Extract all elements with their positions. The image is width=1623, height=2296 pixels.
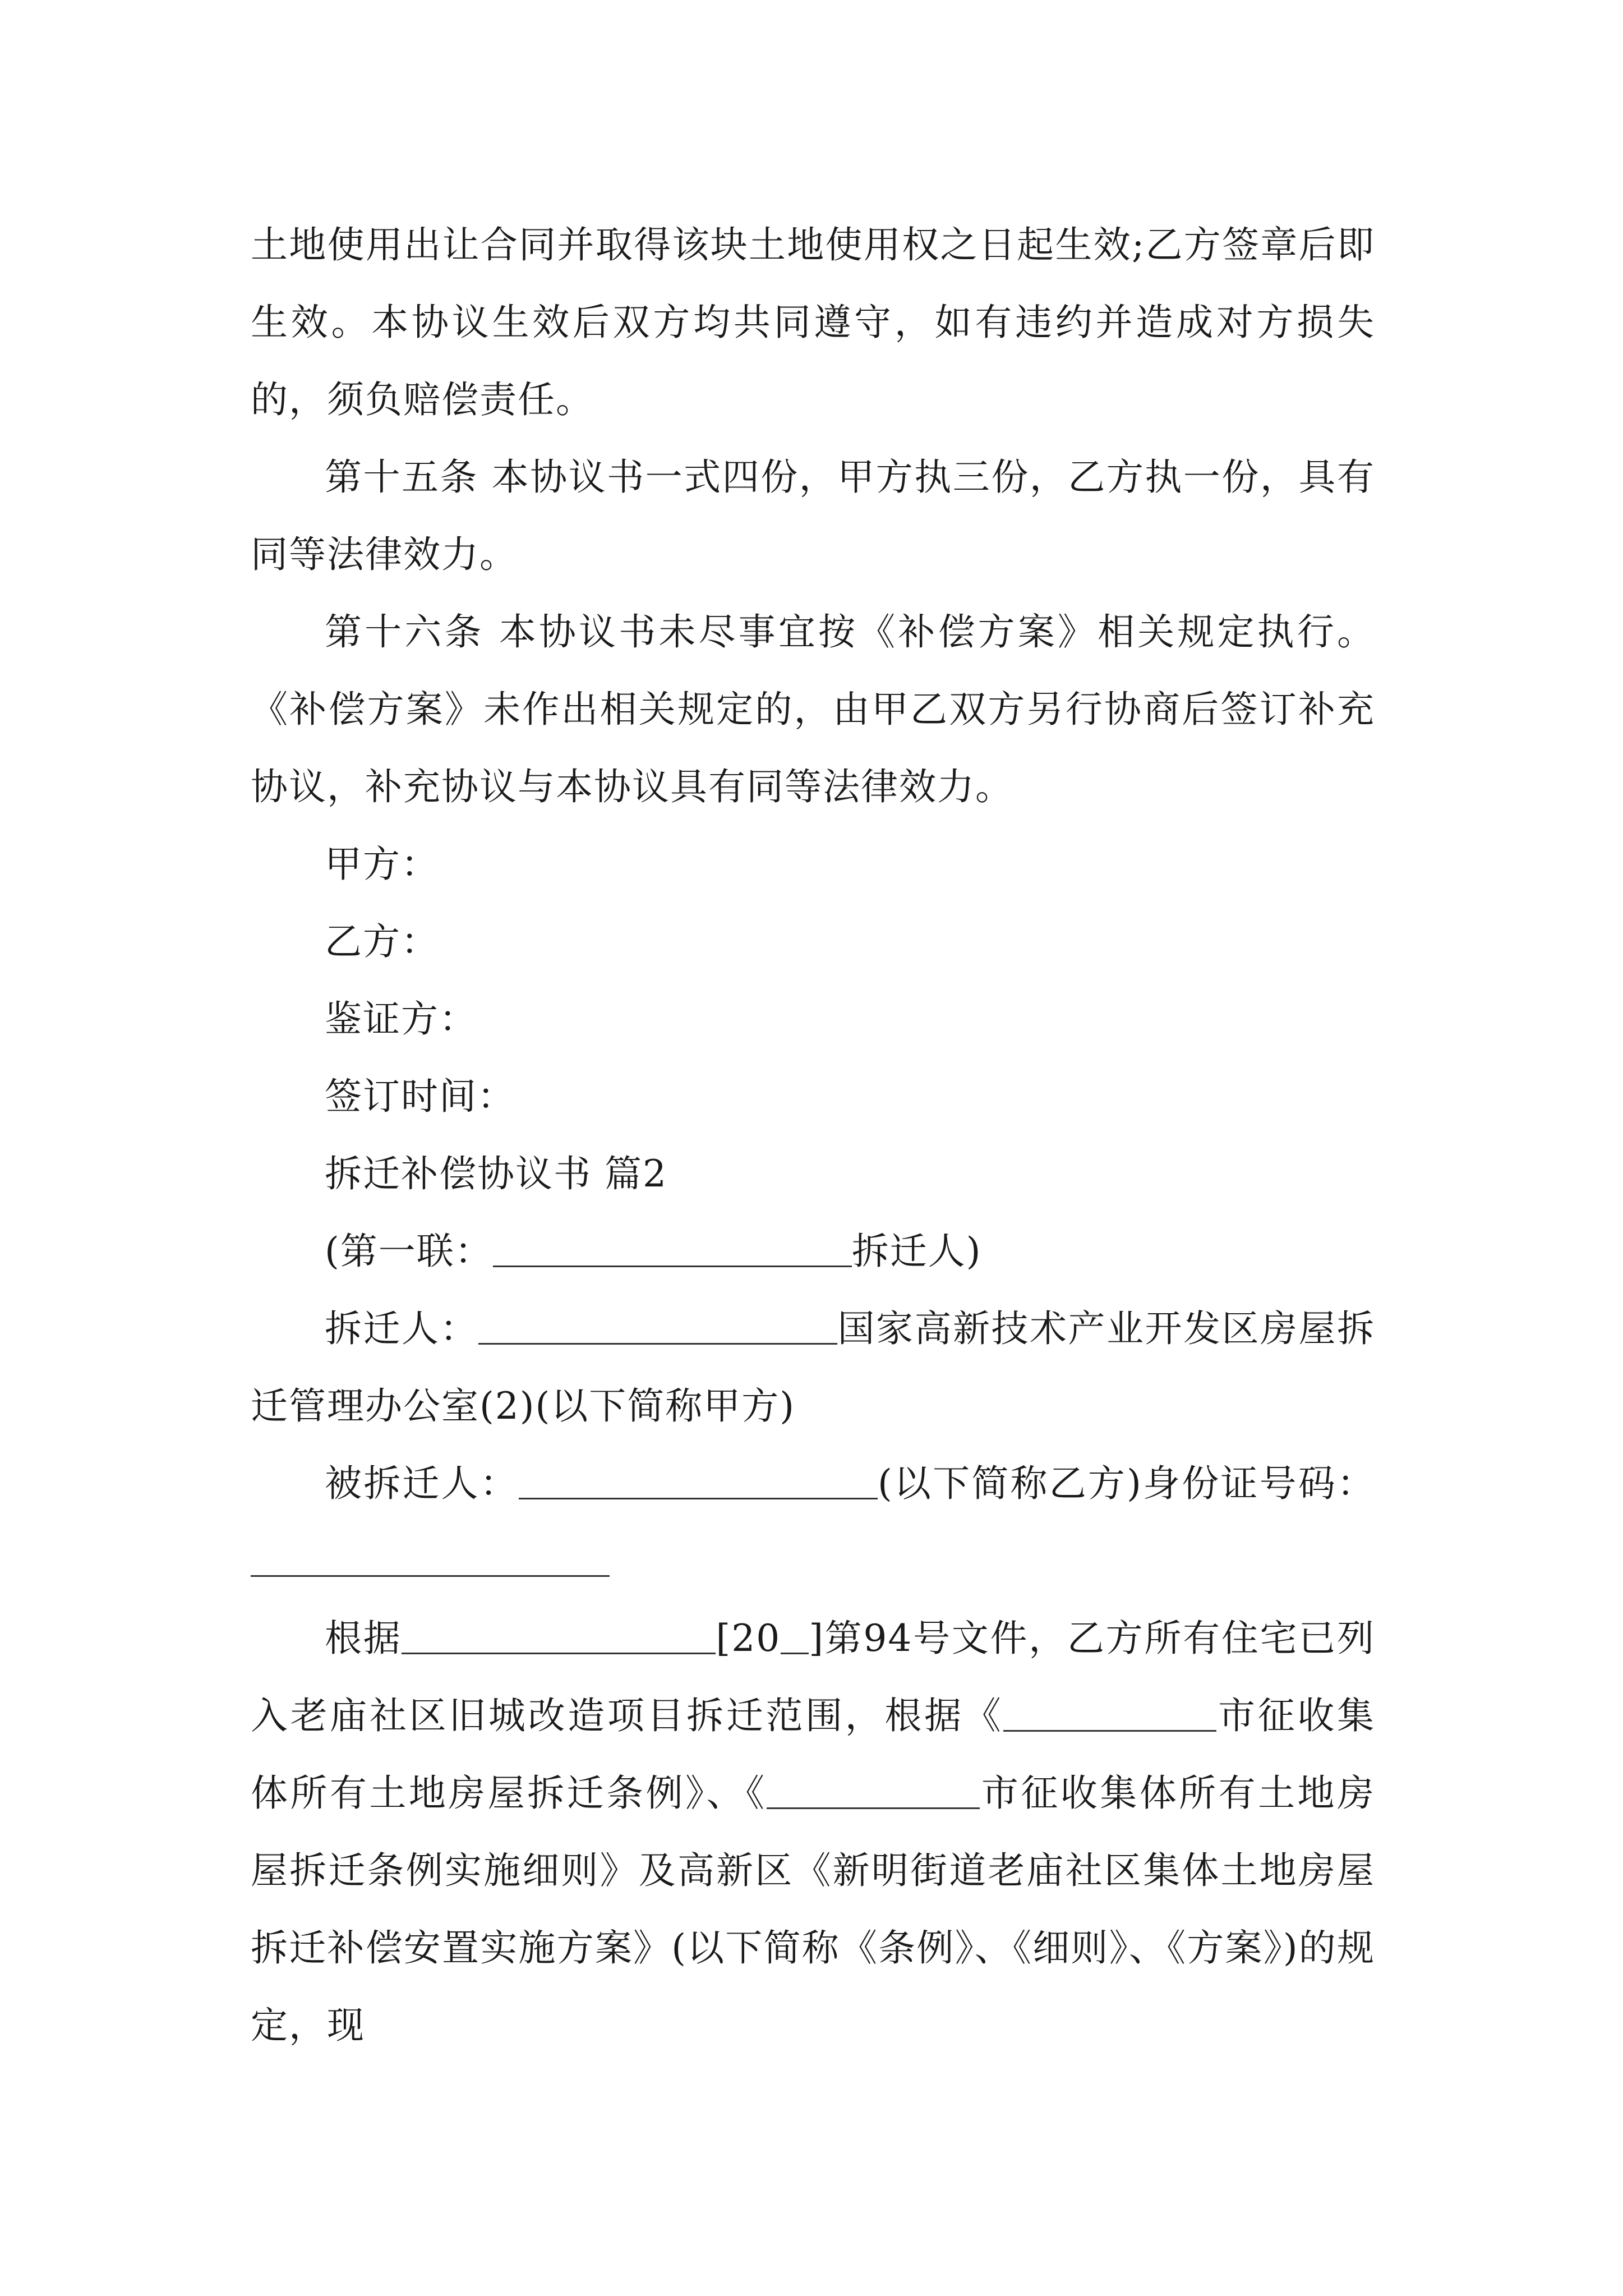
document-body bbox=[251, 206, 1375, 2064]
id-number-blank bbox=[251, 1542, 610, 1577]
basis-regulation-2: 市征收集体所有土地房屋拆迁条例实施细则》及高新区《新明街道老庙社区集体土地房屋拆迁补偿安置实施方案》(以下简称《条例》、《细则》、《方案》)的规定，现 bbox=[251, 1772, 1376, 2047]
relocatee-paragraph bbox=[251, 1445, 1375, 1600]
party-a-line: 甲方： bbox=[325, 843, 439, 886]
party-b-line: 乙方： bbox=[325, 920, 439, 963]
paragraph-article-16: 第十六条 本协议书未尽事宜按《补偿方案》相关规定执行。《补偿方案》未作出相关规定的，由甲乙双方另行协商后签订补充协议，补充协议与本协议具有同等法律效力。 bbox=[251, 610, 1375, 808]
witness-line: 鉴证方： bbox=[325, 997, 477, 1041]
paragraph-effectiveness: 土地使用出让合同并取得该块土地使用权之日起生效;乙方签章后即生效。本协议生效后双方均共同遵守，如有违约并造成对方损失的，须负赔偿责任。 bbox=[251, 223, 1375, 421]
basis-doc-prefix: [20 bbox=[716, 1617, 781, 1660]
basis-doc-blank bbox=[402, 1619, 716, 1654]
copy-line-suffix: 拆迁人) bbox=[851, 1230, 982, 1273]
section-title: 拆迁补偿协议书 篇2 bbox=[325, 1152, 667, 1195]
demolisher-blank bbox=[478, 1309, 837, 1345]
basis-regulation-1: 市征收集体所有土地房屋拆迁条例》、 bbox=[251, 1694, 1376, 1815]
basis-regulation-open-2: 《 bbox=[745, 1772, 767, 1815]
city-blank-1 bbox=[1003, 1696, 1216, 1732]
copy-line-blank bbox=[493, 1232, 852, 1267]
demolisher-org: 国家高新技术产业开发区房屋拆迁管理办公室(2)(以下简称甲方) bbox=[251, 1307, 1375, 1428]
demolisher-label: 拆迁人： bbox=[325, 1307, 478, 1350]
demolisher-paragraph bbox=[251, 1290, 1375, 1445]
city-blank-2 bbox=[767, 1774, 980, 1809]
basis-start: 根据 bbox=[325, 1617, 402, 1660]
sign-time-line: 签订时间： bbox=[325, 1075, 515, 1118]
basis-paragraph bbox=[251, 1600, 1375, 2064]
basis-year-blank bbox=[781, 1619, 809, 1654]
copy-line-prefix: (第一联： bbox=[325, 1230, 493, 1273]
relocatee-after: (以下简称乙方)身份证号码： bbox=[877, 1462, 1376, 1505]
basis-regulation-open-1: 《 bbox=[963, 1694, 1004, 1737]
basis-doc-suffix: ]第94号文件，乙方所有住宅已列入老庙社区旧城改造项目拆迁范围，根据 bbox=[251, 1617, 1376, 1737]
paragraph-article-15: 第十五条 本协议书一式四份，甲方执三份，乙方执一份，具有同等法律效力。 bbox=[251, 455, 1375, 576]
relocatee-label: 被拆迁人： bbox=[325, 1462, 519, 1505]
copy-line bbox=[251, 1213, 1375, 1290]
relocatee-name-blank bbox=[519, 1464, 878, 1499]
